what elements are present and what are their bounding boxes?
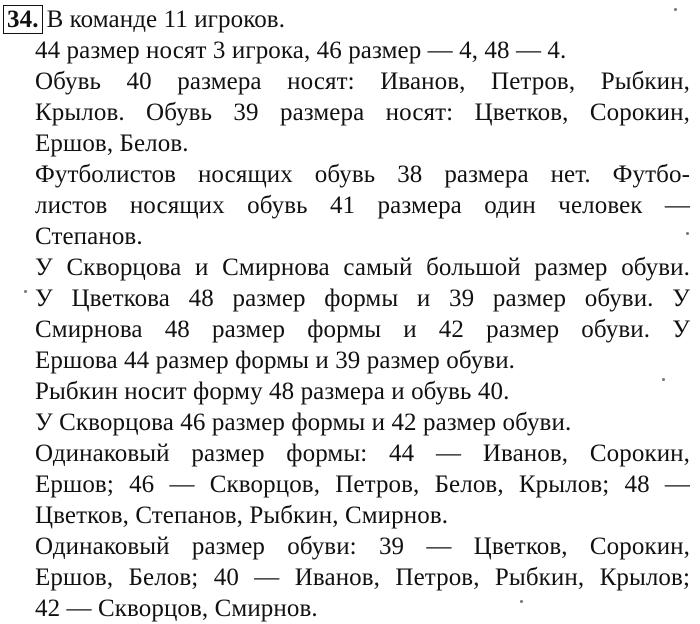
- text-line: Ершов; 46 — Скворцов, Петров, Белов, Крылов; 48 —: [35, 471, 690, 498]
- problem-heading: [3, 4, 658, 35]
- text-line: Обувь 40 размера носят: Иванов, Петров, Рыбкин,: [35, 68, 690, 95]
- text-line: Рыбкин носит форму 48 размера и обувь 40.: [35, 378, 510, 405]
- scan-speck: [662, 378, 665, 381]
- scan-speck: [674, 8, 677, 11]
- text-line: Цветков, Степанов, Рыбкин, Смирнов.: [35, 502, 449, 529]
- text-line: Степанов.: [35, 223, 143, 250]
- text-line: Футболистов носящих обувь 38 размера нет. Футбо-: [35, 161, 690, 188]
- text-line: Крылов. Обувь 39 размера носят: Цветков, Сорокин,: [35, 99, 690, 126]
- text-line: Одинаковый размер формы: 44 — Иванов, Сорокин,: [35, 440, 690, 467]
- text-line: Смирнова 48 размер формы и 42 размер обуви. У: [35, 316, 690, 343]
- scan-speck: [520, 600, 523, 603]
- text-line: 42 — Скворцов, Смирнов.: [35, 595, 318, 622]
- problem-intro: В команде 11 игроков.: [46, 6, 286, 33]
- text-line: Ершова 44 размер формы и 39 размер обуви.: [35, 347, 516, 374]
- text-line: Ершов, Белов.: [35, 130, 189, 157]
- text-line: У Скворцова и Смирнова самый большой размер обуви.: [35, 254, 690, 281]
- text-line: 44 размер носят 3 игрока, 46 размер — 4, 48 — 4.: [35, 37, 567, 64]
- text-line: У Скворцова 46 размер формы и 42 размер обуви.: [35, 409, 572, 436]
- scan-speck: [686, 232, 689, 235]
- text-line: листов носящих обувь 41 размера один человек —: [35, 192, 690, 219]
- text-line: Ершов, Белов; 40 — Иванов, Петров, Рыбкин, Крылов;: [35, 564, 690, 591]
- text-line: У Цветкова 48 размер формы и 39 размер обуви. У: [35, 285, 690, 312]
- scan-speck: [24, 290, 27, 293]
- text-line: Одинаковый размер обуви: 39 — Цветков, Сорокин,: [35, 533, 690, 560]
- problem-number: 34.: [3, 5, 43, 34]
